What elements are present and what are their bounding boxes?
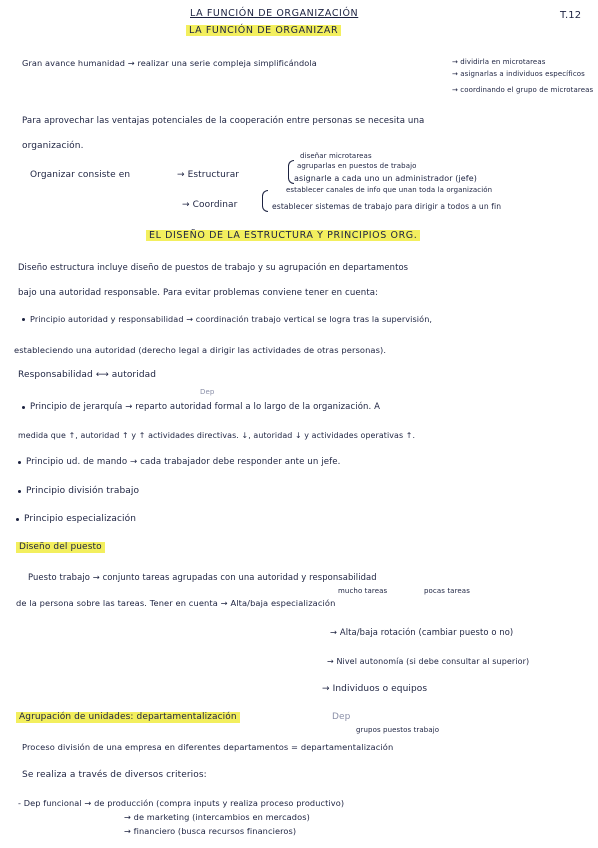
margin-note: pocas tareas	[424, 587, 470, 595]
text-line: - Dep funcional → de producción (compra inputs y realiza proceso productivo)	[18, 798, 345, 808]
text-line: Principio división trabajo	[26, 486, 140, 496]
page-title: LA FUNCIÓN DE ORGANIZACIÓN	[190, 8, 359, 19]
text-line: Se realiza a través de diversos criterios:	[22, 770, 207, 780]
section-heading-departamentalizacion: Agrupación de unidades: departamentalización	[16, 712, 240, 723]
bullet	[18, 490, 21, 493]
text-line: → Nivel autonomía (si debe consultar al superior)	[327, 657, 530, 666]
page-number: T.12	[560, 10, 582, 21]
text-line: Gran avance humanidad → realizar una serie compleja simplificándola	[22, 58, 317, 68]
coordinar-label: → Coordinar	[182, 200, 238, 210]
text-line: → Alta/baja rotación (cambiar puesto o no)	[330, 627, 514, 637]
bullet	[22, 406, 25, 409]
margin-note: mucho tareas	[338, 587, 388, 595]
margin-note: Dep	[200, 388, 215, 396]
sub-item: diseñar microtareas	[300, 152, 372, 160]
margin-note: Dep	[332, 712, 351, 722]
text-line: de la persona sobre las tareas. Tener en cuenta → Alta/baja especialización	[16, 598, 336, 608]
section-heading-diseno-puesto: Diseño del puesto	[16, 542, 105, 553]
text-line: Diseño estructura incluye diseño de puestos de trabajo y su agrupación en departamentos	[18, 262, 409, 272]
text-line: Principio autoridad y responsabilidad → coordinación trabajo vertical se logra tras la supervisión,	[30, 314, 433, 324]
section-heading-organizar: LA FUNCIÓN DE ORGANIZAR	[186, 25, 341, 36]
text-line: Responsabilidad ⟷ autoridad	[18, 370, 157, 380]
text-line: Principio especialización	[24, 514, 137, 524]
section-heading-diseno-estructura: EL DISEÑO DE LA ESTRUCTURA Y PRINCIPIOS ORG.	[146, 230, 420, 241]
bullet	[22, 318, 25, 321]
text-line: medida que ↑, autoridad ↑ y ↑ actividades directivas. ↓, autoridad ↓ y actividades operativas ↑.	[18, 431, 416, 440]
org-label: Organizar consiste en	[30, 170, 131, 180]
sub-item: establecer canales de info que unan toda la organización	[286, 186, 493, 194]
text-line: → Individuos o equipos	[322, 684, 428, 694]
margin-note: grupos puestos trabajo	[356, 726, 440, 734]
text-line: bajo una autoridad responsable. Para evitar problemas conviene tener en cuenta:	[18, 288, 379, 298]
text-line: → financiero (busca recursos financieros)	[124, 826, 297, 836]
bullet	[18, 461, 21, 464]
text-line: Principio de jerarquía → reparto autoridad formal a lo largo de la organización. A	[30, 402, 381, 412]
text-line: Principio ud. de mando → cada trabajador debe responder ante un jefe.	[26, 457, 341, 467]
brace-coordinar	[262, 190, 268, 212]
sub-item: establecer sistemas de trabajo para dirigir a todos a un fin	[272, 202, 502, 211]
branch-item: → coordinando el grupo de microtareas	[452, 86, 594, 94]
text-line: Para aprovechar las ventajas potenciales de la cooperación entre personas se necesita una	[22, 116, 425, 126]
text-line: Proceso división de una empresa en diferentes departamentos = departamentalización	[22, 742, 394, 752]
text-line: → de marketing (intercambios en mercados)	[124, 812, 310, 822]
sub-item: asignarle a cada uno un administrador (jefe)	[294, 174, 477, 183]
bullet	[16, 518, 19, 521]
estructurar-label: → Estructurar	[177, 170, 240, 180]
text-line: Puesto trabajo → conjunto tareas agrupadas con una autoridad y responsabilidad	[28, 572, 377, 582]
sub-item: agruparlas en puestos de trabajo	[297, 162, 417, 170]
branch-item: → dividirla en microtareas	[452, 58, 546, 66]
text-line: organización.	[22, 141, 84, 151]
text-line: estableciendo una autoridad (derecho legal a dirigir las actividades de otras personas).	[14, 345, 387, 355]
branch-item: → asignarlas a individuos específicos	[452, 70, 585, 78]
